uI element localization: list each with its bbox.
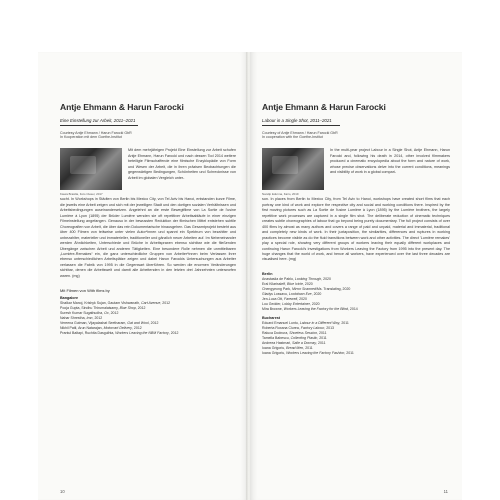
film-title: Workers Leaving the NBM Factory	[115, 331, 169, 336]
film-authors: Raluca Dodnura,	[262, 330, 290, 335]
right-page-number: 11	[443, 489, 448, 494]
film-authors: Suresh Kumar Sugathudha,	[60, 311, 105, 316]
film-authors: Eral Kilarissleff,	[262, 281, 288, 286]
film-authors: Vereena Gutman, Vijayalashat Seetharam,	[60, 321, 128, 326]
film-title: Looking Through	[294, 276, 322, 281]
left-page-title: Antje Ehmann & Harun Farocki	[60, 102, 184, 112]
film-year: , 2020	[297, 296, 307, 301]
film-title: Shoeless Session	[289, 330, 318, 335]
film-authors: Shalkar Manoj, Krishyk Sujan, Gautam Vishwanath,	[60, 301, 142, 306]
right-courtesy-line-1: Courtesy of Antje Ehmann / Harun Farocki GbR	[262, 130, 338, 135]
left-main-paragraph: sucht. In Workshops in Städten von Berlin bis Mexico City, von Tel Aviv bis Hanoi, entstanden kurze Filme, die jeweils eine Arbeit zeigen und sich mit der jeweiligen Stadt und den dortigen sozialen Verhältnissen und Arbeitsbedingungen auseinandersetzen. Angelehnt an die erste Bewegtfilme von La Sortie de l'usine Lumière à Lyon (1895) der Brüder Lumière wenden sie oft repetitiver Arbeitsabläufe in einer einzigen Filmeinstellung angefangen. Genauso in der bewussten Reduktion der filmischen Mittel entstehen subtile Choreografien von Arbeit, die über das rein Dokumentarische hinausgehen. Das Gesamtprojekt besteht aus über 400 Filmen von teilweise unter vielen Autor*innen und spannt ein Spektrum von bezahlter und unbezahlter, materieller und immaterieller, traditioneller und gänzlich neuer Arbeiten auf. Im Nebeneinander werden Ähnlichkeiten, Unterschiede und Brüche in Arbeitspraxen ebenso sichtbar wie die fließenden Übergänge zwischen Arbeit und anderen Tätigkeiten. Eine besondere Rolle nehmen die unmittelbaren „Lumière-Remakes“ ein, die ganz unterschiedliche Gruppen von Arbeiter*innen beim Verlassen ihrer ebenso unterschiedlichen Arbeitsplätze zeigen und dabei Harun Farockis Untersuchungen aus Arbeiter verlassen die Fabrik von 1995 in die Gegenwart überführen. So werden die enormen Veränderungen sichtbar, denen die Arbeitswelt und damit alle Arbeitenden in den letzten drei Jahrzehnten unterworfen waren. (mg)	[60, 197, 236, 278]
film-title: Blue Icicle	[287, 281, 303, 286]
film-authors: Mira Browne,	[262, 306, 284, 311]
film-year: , 2011	[339, 320, 349, 325]
film-title: Mirror Scanned	[291, 286, 316, 291]
film-title: Bread Men	[286, 345, 304, 350]
film-year: , 2012	[92, 316, 103, 321]
film-title: Cart Avenue	[141, 301, 161, 306]
right-city-lists	[262, 272, 450, 356]
film-year: , 2013	[324, 325, 334, 330]
film-title: Gat and Wool	[127, 321, 149, 326]
film-list-item	[262, 351, 450, 356]
film-year: , 2012	[148, 321, 159, 326]
film-year: , 2014	[347, 306, 358, 311]
right-courtesy-line-2: In cooperation with the Goethe-Institut	[262, 135, 323, 140]
right-page-title: Antje Ehmann & Harun Farocki	[262, 102, 386, 112]
film-authors: Lou Gedder,	[262, 301, 283, 306]
left-photo-block	[60, 148, 122, 196]
film-year: , 2012	[108, 311, 119, 316]
film-year: /Ms. Translating, 2020	[315, 286, 351, 291]
film-authors: Prantul Baltapi, Ruchita Dasgulhta,	[60, 331, 116, 336]
right-photo-row	[262, 148, 450, 196]
right-page-subtitle: Labour in a Single Shot, 2011–2021	[262, 118, 332, 123]
film-year: , 2020	[311, 291, 322, 296]
film-authors: Chengyeong Park,	[262, 286, 292, 291]
film-authors: Jen-Luca Ott,	[262, 296, 284, 301]
right-page	[250, 52, 462, 500]
left-film-list	[60, 301, 236, 336]
film-title: Iron	[86, 316, 93, 321]
film-year: , 2012	[131, 326, 142, 331]
right-photo	[262, 148, 324, 190]
left-page-content	[60, 102, 236, 336]
right-photo-caption: Nandip Edurma, Kairo, 2019	[262, 192, 299, 197]
left-courtesy-line-2: In Kooperation mit dem Goethe-Institut	[60, 135, 122, 140]
left-page	[38, 52, 248, 500]
film-title: Factory Labour	[300, 325, 325, 330]
left-films-heading: Mit Filmen von With films by	[60, 288, 110, 294]
right-photo-block	[262, 148, 324, 196]
film-authors: Nikhil Patil, Arun Natarajan,	[60, 326, 104, 331]
left-page-subtitle: Eine Einstellung zur Arbeit, 2011–2021	[60, 118, 136, 123]
left-title-rule	[60, 125, 138, 126]
film-authors: Nahar Shrestha,	[60, 316, 87, 321]
film-list-item	[262, 307, 450, 312]
left-photo-caption: Kiewa Brasilia, Foto Cleser, 2017	[60, 192, 103, 197]
right-main-paragraph: son. In places from Berlin to Mexico City, from Tel Aviv to Hanoi, workshops have created short films that each portray one kind of work and explore the respective city and social and working conditions there. Inspired by the first moving pictures such as La Sortie de l'usine Lumière à Lyon (1895) by the Lumière brothers, the largely repetitive work processes are captured in a single film shot. The deliberate reduction of cinematic techniques creates subtle choreographies of labour that go beyond being purely documentary. The full project consists of over 400 films by almost as many authors and covers a range of paid and unpaid, material and immaterial, traditional and completely new kinds of work. In their juxtaposition, the similarities, differences and ruptures in working practices become visible as do the fluid transitions between work and other activities. The direct 'Lumière remakes' play a special role, showing very different groups of workers leaving their equally different workplaces and continuing Harun Farocki's investigations from Workers Leaving the Factory from 1995 into the present day. The huge changes that the world of work, and hence all workers, have experienced over the last three decades are visualised here. (mg)	[262, 197, 450, 262]
film-title: Farewell	[283, 296, 298, 301]
film-list-item	[60, 331, 236, 336]
film-year: , 2011	[344, 350, 354, 355]
film-year: , 2020	[302, 281, 313, 286]
right-page-content	[262, 102, 450, 355]
film-year: , 2012	[135, 306, 146, 311]
film-year: , 2020	[321, 276, 331, 281]
film-year: , 2012	[160, 301, 171, 306]
left-intro-paragraph: Mit dem mehrjährigen Projekt Eine Einstellung zur Arbeit schufen Antje Ehmann, Harun Farocki und nach dessen Tod 2014 weitere beteiligte Filmschaffende eine filmische Enzyklopädie von Form und Wesen der Arbeit, die in ihren präzisen Beobachtungen die gegenwärtigen Bedingungen, Schönheiten und Schrecknisse von Arbeit im globalen Vergleich unter-	[128, 148, 236, 180]
film-authors: Andreea Hastmari,	[262, 340, 293, 345]
right-courtesy	[262, 131, 450, 141]
right-intro-paragraph: In the multi-year project Labour in a Single Shot, Antje Ehmann, Harun Farocki and, following his death in 2014, other involved filmmakers produced a cinematic encyclopedia about the form and nature of work, whose precise observations delve into the current conditions, meanings and visibility of work in a global compari-	[330, 148, 450, 175]
left-courtesy	[60, 131, 236, 141]
film-title: Ox	[104, 311, 109, 316]
film-authors: Pooja Gupta, Sindhu Thirumalaisamy,	[60, 306, 120, 311]
film-authors: Roberta Roxana Ciurea,	[262, 325, 301, 330]
film-title: Collecting Plastic	[290, 335, 318, 340]
film-title: Workers Leaving the Factory for the Blind	[283, 306, 348, 311]
film-authors: Eduard Emanuel Luntu,	[262, 320, 300, 325]
film-year: , 2012	[168, 331, 179, 336]
film-title: Labour in a Different Way	[299, 320, 340, 325]
city-heading: Berlin	[262, 271, 273, 276]
left-city-heading: Bangalore	[60, 296, 79, 301]
film-year: , 2011	[317, 335, 327, 340]
film-title: Lobby Entertainer	[282, 301, 310, 306]
right-title-rule	[262, 125, 340, 126]
film-title: Workers Leaving the Factory Fashion	[286, 350, 345, 355]
film-authors: Anastasiia de Pablo,	[262, 276, 295, 281]
film-year: , 2011	[303, 345, 313, 350]
film-year: , 2011	[317, 330, 327, 335]
film-authors: Ioana Grigoriu,	[262, 350, 287, 355]
film-title: Blue Shop	[119, 306, 136, 311]
film-authors: Tamella Babescu,	[262, 335, 291, 340]
film-year: , 2020	[309, 301, 320, 306]
film-year: , 2011	[316, 340, 326, 345]
left-courtesy-line-1: Courtesy Antje Ehmann / Harun Farocki GbR	[60, 130, 132, 135]
left-photo	[60, 148, 122, 190]
left-photo-row	[60, 148, 236, 196]
film-title: Motorcart Delivery	[103, 326, 132, 331]
film-title: Salle a Dormay	[292, 340, 317, 345]
city-heading: Bucharest	[262, 315, 281, 320]
film-authors: Ioana Grigoriu,	[262, 345, 287, 350]
left-page-number: 10	[60, 489, 65, 494]
film-title: Lockdown Eve	[288, 291, 312, 296]
film-authors: Gladys Lossavu,	[262, 291, 289, 296]
